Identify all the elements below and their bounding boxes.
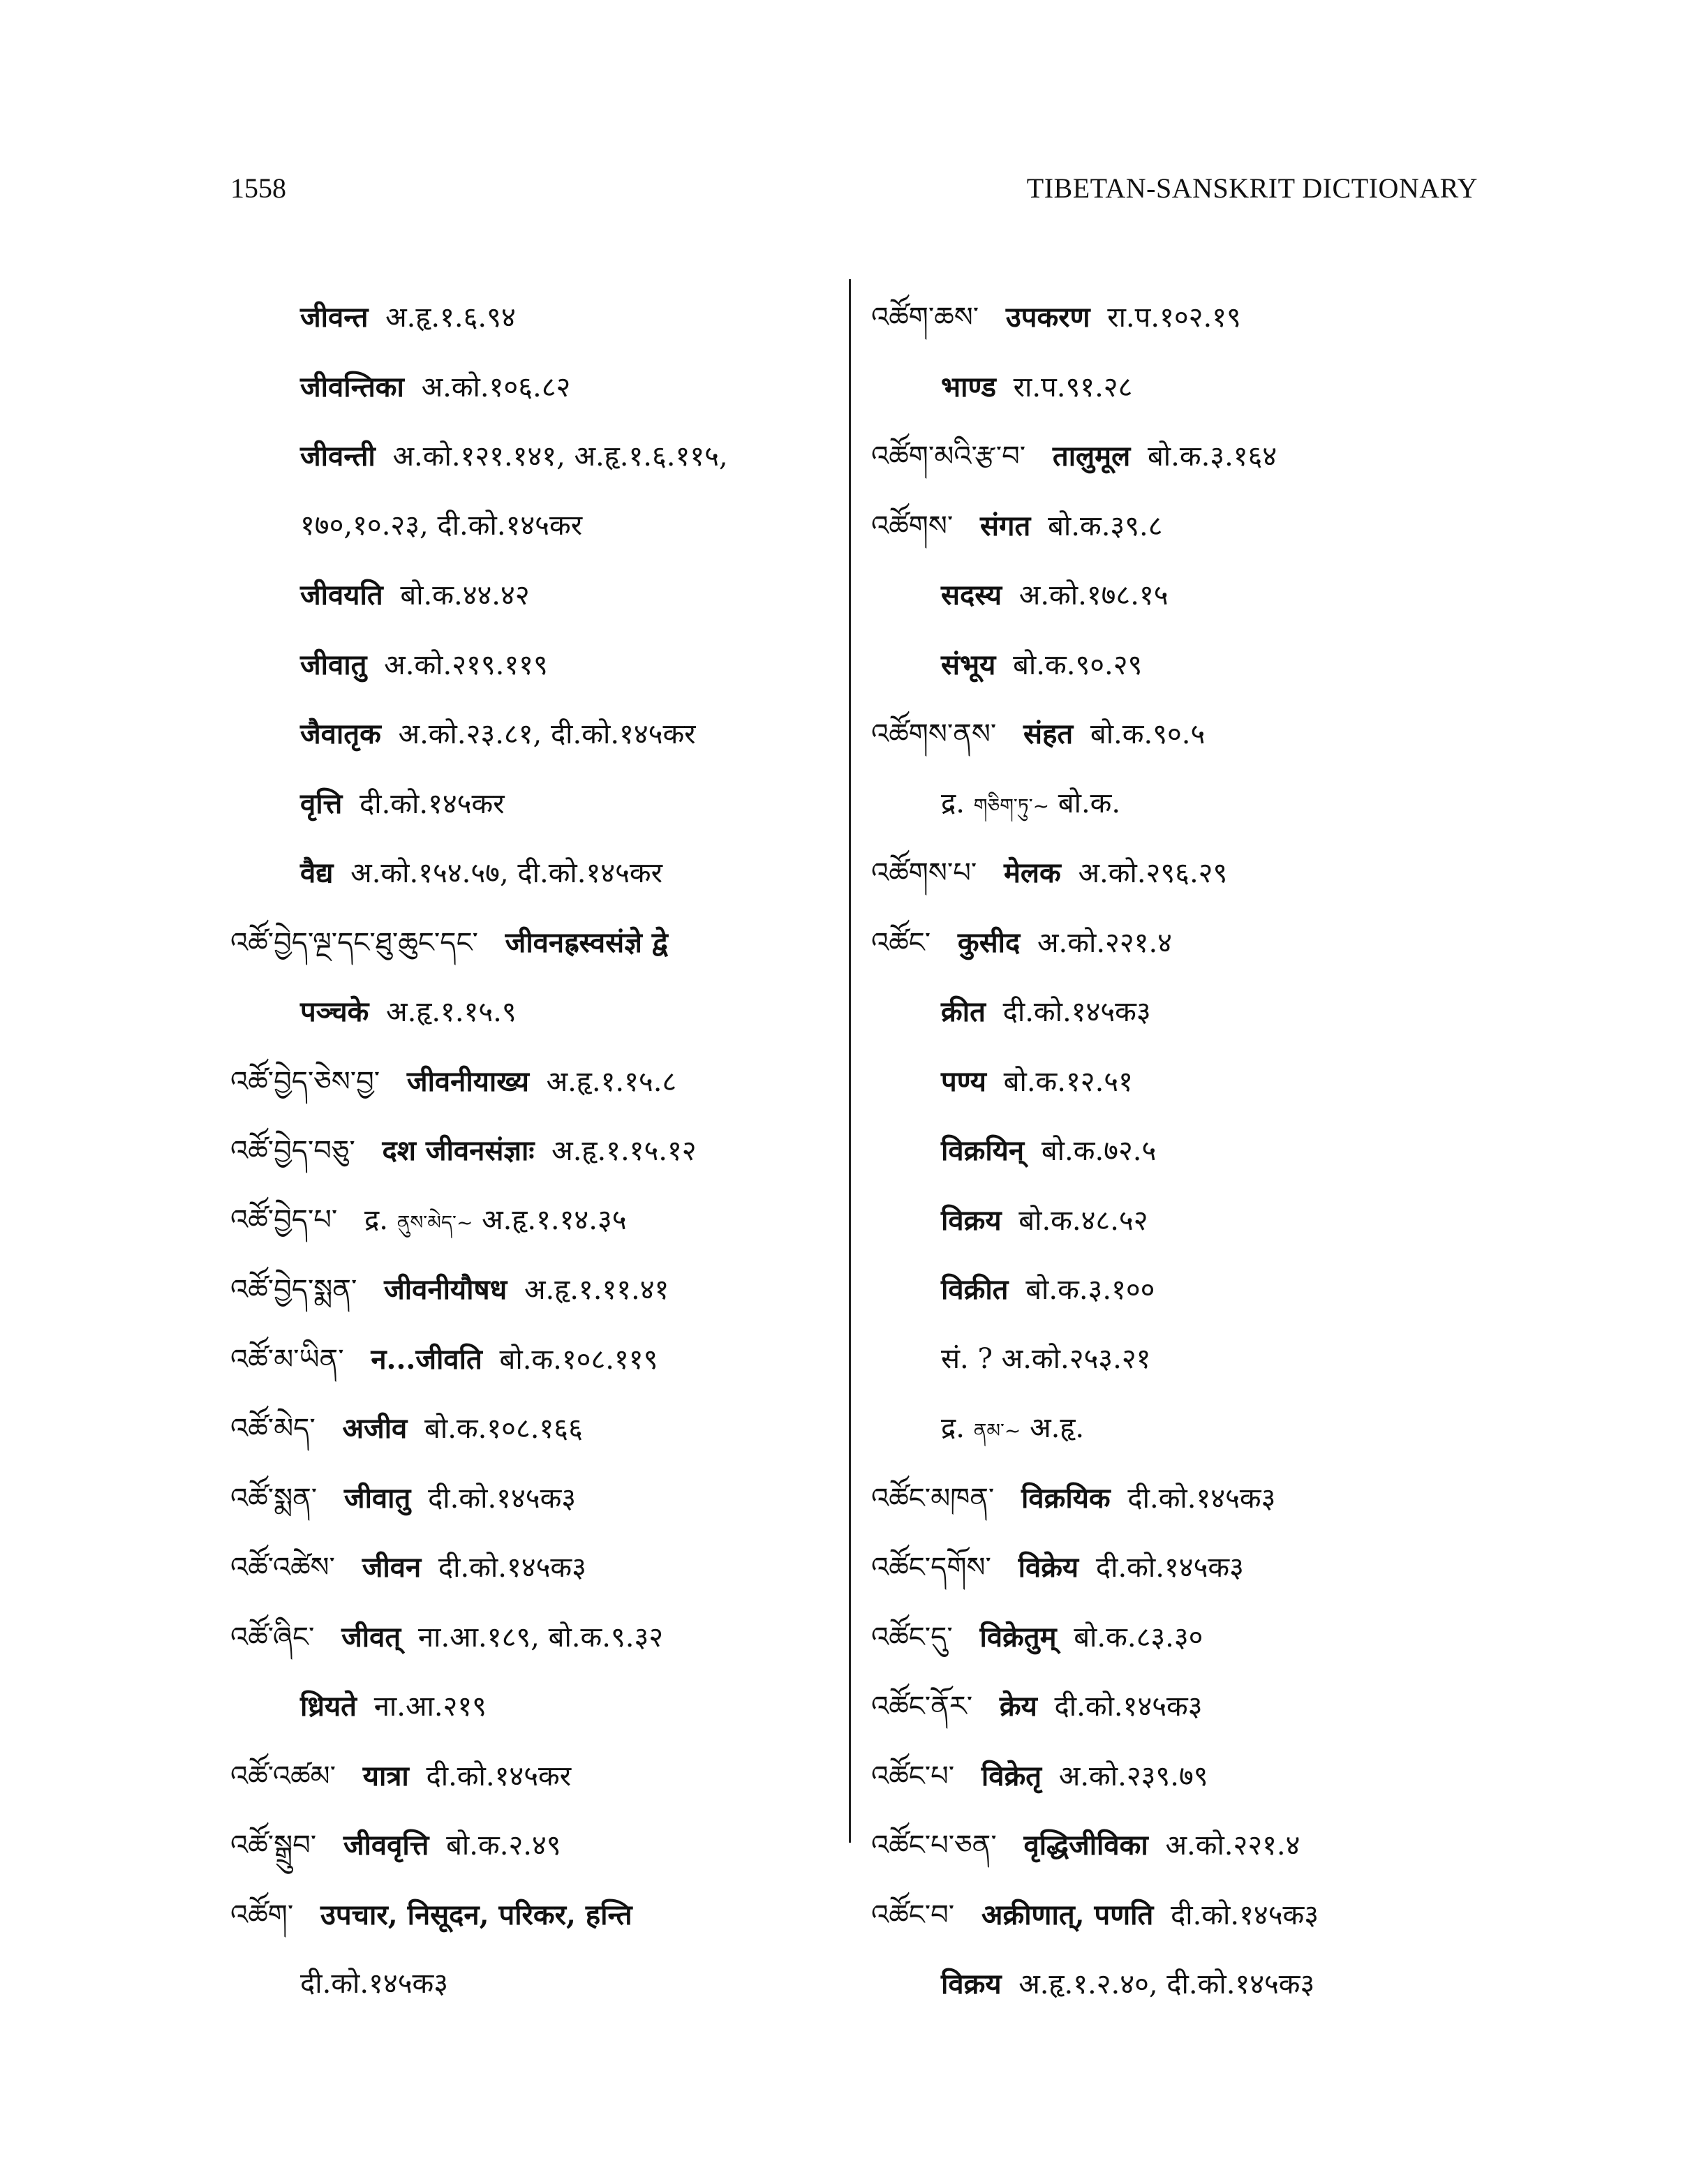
dictionary-line — [230, 630, 831, 700]
tibetan-headword: འཚོ་འཚམ་ — [230, 1760, 336, 1792]
sanskrit-equivalent: अक्रीणात्, पणति — [981, 1898, 1154, 1931]
sanskrit-equivalent: विक्रेय — [1018, 1551, 1079, 1584]
tibetan-headword: འཚོ་མ་ཡིན་ — [230, 1343, 344, 1376]
sanskrit-equivalent: जीवन — [362, 1551, 422, 1584]
dictionary-line — [871, 1325, 1472, 1395]
dictionary-line — [230, 1255, 831, 1325]
tibetan-headword: འཚོག་ — [230, 1899, 294, 1931]
dictionary-line — [230, 422, 831, 491]
sanskrit-equivalent: सदस्य — [941, 579, 1002, 611]
source-reference: बो.क.९०.५ — [1090, 718, 1206, 750]
dictionary-line — [230, 1949, 831, 2019]
dictionary-line — [871, 1533, 1472, 1603]
column-divider — [849, 279, 851, 1843]
tibetan-headword: འཚོ་བྱེད་ཅེས་བྱ་ — [230, 1065, 380, 1098]
source-reference: अ.हृ.१.१५.९ — [386, 996, 517, 1028]
dictionary-line — [230, 1325, 831, 1395]
cross-reference-tibetan: ནམ་~ — [973, 1419, 1021, 1442]
sanskrit-equivalent: पञ्चके — [300, 995, 369, 1028]
page-number: 1558 — [230, 172, 286, 204]
source-reference: अ.को.१७८.१५ — [1018, 579, 1169, 611]
dictionary-line — [871, 769, 1472, 839]
tibetan-headword: འཚོང་དགོས་ — [871, 1552, 991, 1584]
tibetan-headword: འཚོ་བྱེད་ལྔ་དང་ཐུ་ཆུང་དང་ — [230, 926, 478, 959]
sanskrit-equivalent: विक्रीत — [941, 1273, 1009, 1306]
source-reference: अ.हृ.१.६.९४ — [385, 302, 516, 334]
sanskrit-equivalent: विक्रेतुम् — [979, 1620, 1057, 1654]
tibetan-headword: འཚོ་བྱེད་སྨན་ — [230, 1274, 357, 1306]
dictionary-line — [871, 1811, 1472, 1880]
cross-reference-tibetan: ནུས་མེད་~ — [396, 1210, 473, 1234]
sanskrit-equivalent: जीववृत्ति — [343, 1829, 429, 1862]
sanskrit-equivalent: जीवातु — [343, 1481, 411, 1515]
sanskrit-equivalent: मेलक — [1004, 856, 1061, 889]
sanskrit-equivalent: अजीव — [342, 1412, 408, 1445]
dictionary-line — [871, 283, 1472, 352]
dictionary-line — [871, 491, 1472, 561]
sanskrit-equivalent: जैवातृक — [300, 718, 381, 750]
sanskrit-equivalent: दश जीवनसंज्ञाः — [382, 1134, 535, 1167]
source-reference: अ.को.२३.८१, दी.को.१४५कर — [398, 718, 696, 750]
sanskrit-equivalent: वृद्धिजीविका — [1023, 1829, 1148, 1862]
source-reference: बो.क.९०.२९ — [1013, 648, 1143, 681]
source-reference: अ.हृ.१.११.४१ — [524, 1274, 669, 1306]
dictionary-line — [230, 908, 831, 978]
source-reference: दी.को.१४५क३ — [1171, 1899, 1319, 1931]
sanskrit-equivalent: जीवनह्रस्वसंज्ञे द्वे — [505, 926, 668, 959]
dictionary-line — [871, 1116, 1472, 1186]
source-reference: १७०,१०.२३, दी.को.१४५कर — [300, 509, 583, 542]
sanskrit-equivalent: संगत — [979, 509, 1031, 542]
right-column — [871, 283, 1472, 2019]
dictionary-line — [230, 1811, 831, 1880]
source-reference: अ.हृ.१.१५.८ — [546, 1065, 677, 1098]
dictionary-line — [230, 1672, 831, 1741]
left-column — [230, 283, 831, 2019]
tibetan-headword: འཚོ་འཚེས་ — [230, 1552, 335, 1584]
dictionary-line — [871, 838, 1472, 908]
sanskrit-equivalent: विक्रय — [941, 1203, 1002, 1237]
source-reference: बो.क.१०८.१६६ — [424, 1413, 583, 1445]
source-reference: अ.को.२१९.११९ — [384, 648, 548, 681]
dictionary-line — [230, 1394, 831, 1464]
sanskrit-equivalent: जीवयति — [300, 579, 383, 611]
source-reference: अ.हृ.१.२.४०, दी.को.१४५क३ — [1018, 1968, 1315, 2000]
dictionary-line — [871, 1047, 1472, 1117]
source-reference: रा.प.१०२.१९ — [1107, 302, 1241, 334]
running-title: TIBETAN-SANSKRIT DICTIONARY — [1026, 172, 1478, 204]
source-reference: दी.को.१४५क३ — [1002, 996, 1151, 1028]
dictionary-line — [230, 699, 831, 769]
dictionary-line — [871, 1880, 1472, 1950]
sanskrit-equivalent: जीवनीयाख्य — [406, 1064, 529, 1098]
dictionary-line — [230, 1186, 831, 1256]
source-reference: ना.आ.२१९ — [373, 1691, 487, 1723]
sanskrit-equivalent: ध्रियते — [300, 1690, 357, 1723]
tibetan-headword: འཚོགས་པ་ — [871, 857, 977, 889]
source-reference: दी.को.१४५क३ — [1054, 1691, 1203, 1723]
cross-reference-source: अ.हृ.१.१४.३५ — [482, 1203, 627, 1236]
source-reference: अ.को.२३९.७९ — [1058, 1760, 1208, 1792]
sanskrit-equivalent: जीवन्त — [300, 301, 369, 334]
sanskrit-equivalent: क्रेय — [999, 1690, 1037, 1723]
sanskrit-equivalent: क्रीत — [941, 995, 986, 1028]
dictionary-line — [871, 630, 1472, 700]
sanskrit-equivalent: जीवनीयौषध — [384, 1273, 507, 1306]
source-reference: बो.क.७२.५ — [1041, 1135, 1157, 1167]
sanskrit-equivalent: विक्रयिन् — [941, 1134, 1025, 1167]
sanskrit-equivalent: कुसीद — [957, 926, 1021, 959]
dictionary-line — [871, 1394, 1472, 1464]
source-reference: दी.को.१४५क३ — [428, 1482, 577, 1515]
source-reference: बो.क.२.४९ — [446, 1829, 561, 1862]
tibetan-headword: འཚོང་ — [871, 926, 931, 959]
sanskrit-equivalent: तालुमूल — [1052, 440, 1131, 473]
dictionary-line — [230, 1533, 831, 1603]
tibetan-headword: འཚོ་བྱེད་བཅུ་ — [230, 1135, 355, 1167]
sanskrit-equivalent: उपचार, निसूदन, परिकर, हन्ति — [320, 1898, 632, 1931]
sanskrit-equivalent: संहत — [1023, 718, 1074, 750]
dictionary-line — [871, 422, 1472, 491]
dictionary-line — [230, 769, 831, 839]
dictionary-line — [230, 977, 831, 1047]
source-reference: अ.हृ.१.१५.१२ — [551, 1135, 697, 1167]
tibetan-headword: འཚོང་བ་ — [871, 1899, 955, 1931]
source-reference: बो.क.८३.३० — [1074, 1621, 1203, 1654]
source-reference: दी.को.१४५क३ — [438, 1552, 586, 1584]
source-reference: बो.क.३९.८ — [1048, 510, 1163, 542]
dictionary-line — [871, 1672, 1472, 1741]
sanskrit-equivalent: जीवत् — [341, 1620, 401, 1654]
source-reference: अ.को.१५४.५७, दी.को.१४५कर — [350, 857, 662, 889]
source-reference: अ.को.२२१.४ — [1165, 1829, 1300, 1862]
source-reference: द्र. — [941, 1412, 965, 1444]
source-reference: रा.प.९१.२८ — [1013, 371, 1133, 403]
sanskrit-equivalent: विक्रय — [941, 1968, 1002, 2000]
sanskrit-equivalent: संभूय — [941, 648, 996, 681]
source-reference: बो.क.४४.४२ — [400, 579, 530, 611]
source-reference: अ.को.२९६.२९ — [1078, 857, 1228, 889]
dictionary-line — [871, 1603, 1472, 1672]
dictionary-line — [871, 1741, 1472, 1811]
dictionary-line — [871, 977, 1472, 1047]
sanskrit-equivalent: जीवातु — [300, 648, 367, 681]
dictionary-line — [230, 1047, 831, 1117]
source-reference: बो.क.१०८.११९ — [499, 1343, 658, 1376]
tibetan-headword: འཚོང་པ་ཅན་ — [871, 1829, 997, 1862]
source-reference: बो.क.४८.५२ — [1018, 1204, 1148, 1237]
tibetan-headword: འཚོང་མཁན་ — [871, 1482, 995, 1515]
source-reference: द्र. — [364, 1203, 389, 1236]
source-reference: ना.आ.१८९, बो.क.९.३२ — [417, 1621, 664, 1654]
dictionary-line — [230, 283, 831, 352]
tibetan-headword: འཚོང་པ་ — [871, 1760, 955, 1792]
dictionary-line — [230, 560, 831, 630]
tibetan-headword: འཚོག་ཆས་ — [871, 302, 979, 334]
source-reference: दी.को.१४५कर — [426, 1760, 572, 1792]
sanskrit-equivalent: वैद्य — [300, 856, 334, 889]
dictionary-line — [230, 1116, 831, 1186]
dictionary-line — [230, 491, 831, 561]
tibetan-headword: འཚོག་མའི་རྩ་བ་ — [871, 440, 1026, 473]
source-reference: द्र. — [941, 787, 965, 819]
dictionary-line — [230, 838, 831, 908]
source-reference: दी.को.१४५क३ — [1095, 1552, 1244, 1584]
dictionary-line — [871, 1255, 1472, 1325]
source-reference: अ.को.१२१.१४१, अ.हृ.१.६.११५, — [392, 440, 728, 473]
sanskrit-equivalent: न...जीवति — [371, 1342, 482, 1376]
dictionary-line — [230, 1880, 831, 1950]
tibetan-headword: འཚོ་སྒྲུབ་ — [230, 1829, 317, 1862]
sanskrit-equivalent: जीवन्ती — [300, 440, 376, 473]
sanskrit-equivalent: उपकरण — [1005, 301, 1090, 334]
sanskrit-equivalent: भाण्ड — [941, 370, 996, 403]
source-reference: बो.क.१२.५१ — [1003, 1065, 1133, 1098]
tibetan-headword: འཚོ་ཞིང་ — [230, 1621, 315, 1654]
cross-reference-source: बो.क. — [1058, 787, 1121, 819]
source-reference: अ.को.१०६.८२ — [421, 371, 571, 403]
dictionary-line — [871, 560, 1472, 630]
dictionary-line — [230, 1603, 831, 1672]
dictionary-line — [230, 1741, 831, 1811]
source-reference: अ.को.२२१.४ — [1037, 926, 1172, 959]
tibetan-headword: འཚོང་དུ་ — [871, 1621, 953, 1654]
source-reference: सं. ? अ.को.२५३.२१ — [941, 1342, 1151, 1375]
dictionary-line — [871, 908, 1472, 978]
source-reference: बो.क.३.१०० — [1025, 1274, 1155, 1306]
sanskrit-equivalent: विक्रेतृ — [981, 1759, 1042, 1792]
source-reference: दी.को.१४५क३ — [300, 1968, 449, 2000]
sanskrit-equivalent: वृत्ति — [300, 787, 343, 820]
cross-reference-tibetan: གཅིག་ཏུ་~ — [973, 794, 1050, 817]
sanskrit-equivalent: यात्रा — [362, 1759, 409, 1792]
tibetan-headword: འཚོགས་ — [871, 510, 954, 542]
dictionary-line — [871, 699, 1472, 769]
dictionary-line — [230, 1464, 831, 1533]
dictionary-line — [871, 352, 1472, 422]
cross-reference-source: अ.हृ. — [1030, 1412, 1085, 1444]
source-reference: बो.क.३.१६४ — [1147, 440, 1277, 473]
source-reference: दी.को.१४५क३ — [1127, 1482, 1276, 1515]
tibetan-headword: འཚོང་ནོར་ — [871, 1691, 973, 1723]
tibetan-headword: འཚོ་སྨན་ — [230, 1482, 318, 1515]
sanskrit-equivalent: पण्य — [941, 1064, 986, 1098]
sanskrit-equivalent: विक्रयिक — [1021, 1481, 1111, 1515]
dictionary-line — [871, 1464, 1472, 1533]
tibetan-headword: འཚོ་བྱེད་པ་ — [230, 1203, 338, 1236]
dictionary-line — [230, 352, 831, 422]
sanskrit-equivalent: जीवन्तिका — [300, 370, 404, 403]
tibetan-headword: འཚོ་མེད་ — [230, 1413, 316, 1445]
source-reference: दी.को.१४५कर — [359, 787, 505, 820]
tibetan-headword: འཚོགས་ནས་ — [871, 718, 997, 750]
dictionary-line — [871, 1186, 1472, 1256]
dictionary-line — [871, 1949, 1472, 2019]
